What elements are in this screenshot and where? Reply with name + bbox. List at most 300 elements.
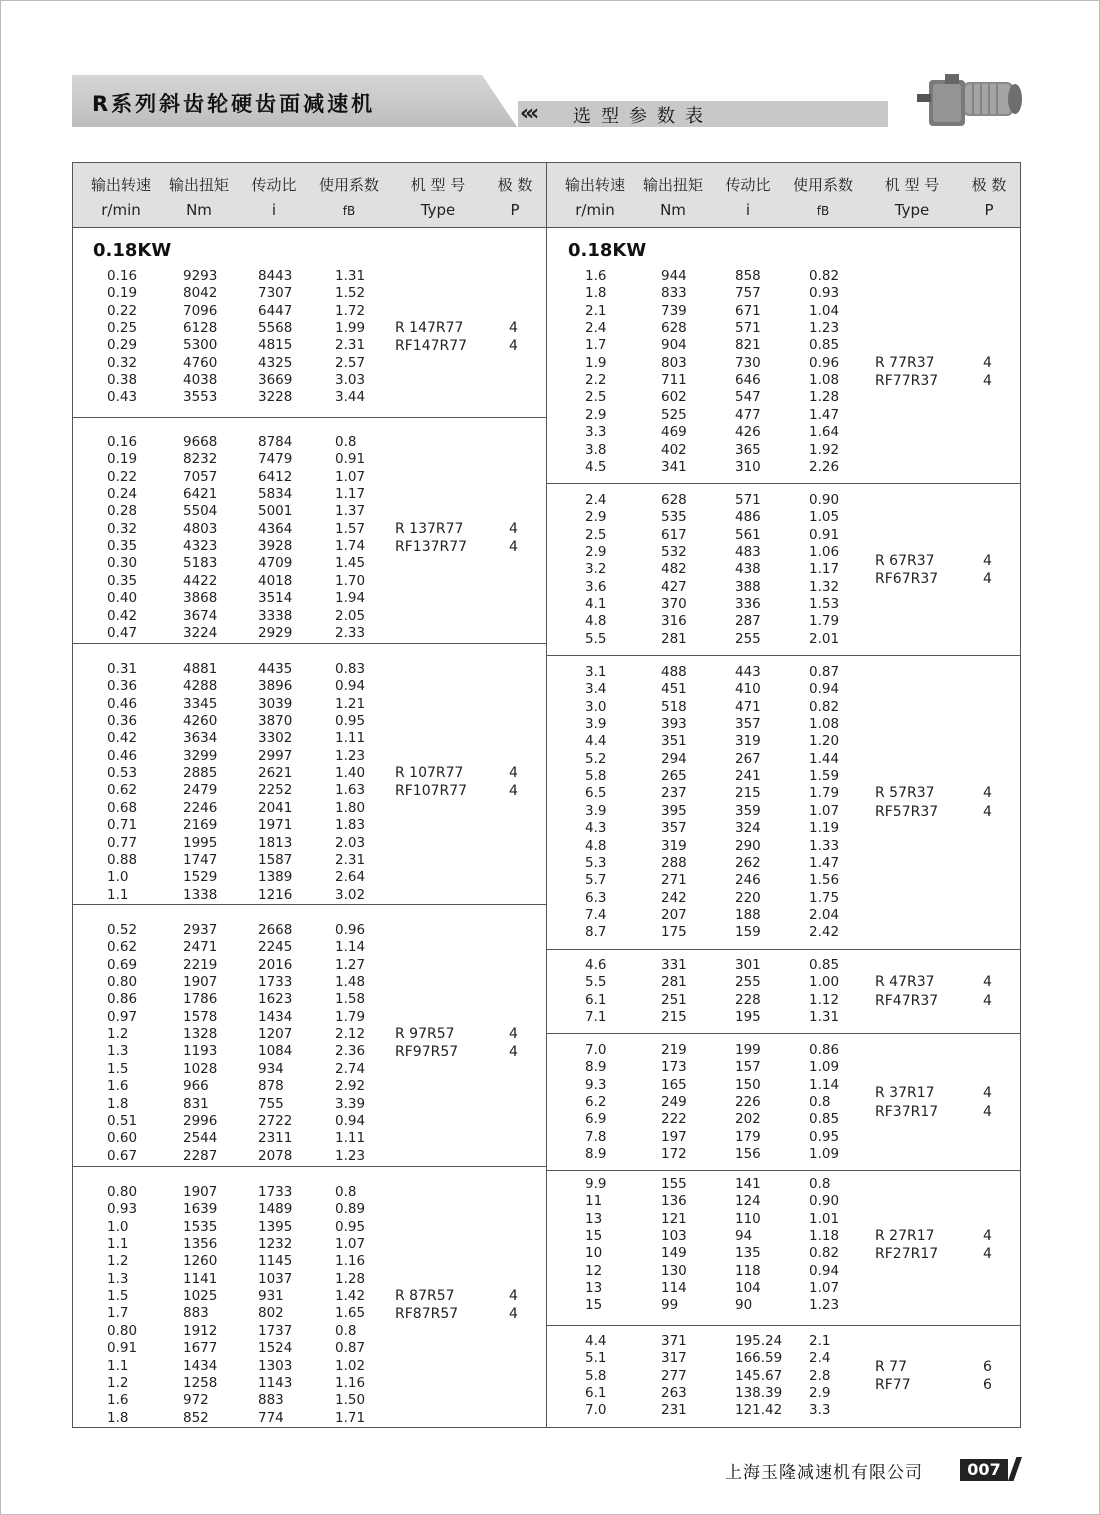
service-factor-cell: 0.86: [809, 1042, 840, 1058]
group-separator: [547, 1325, 1020, 1326]
ratio-cell: 310: [735, 458, 761, 475]
output-torque-cell: 1193: [183, 1043, 218, 1060]
table-row: [547, 1228, 1020, 1246]
service-factor-cell: 2.57: [335, 354, 366, 371]
output-speed-cell: 0.38: [107, 372, 138, 389]
output-speed-cell: 0.86: [107, 991, 138, 1008]
output-speed-cell: 0.25: [107, 320, 138, 337]
group-separator: [73, 643, 546, 644]
company-name: 上海玉隆减速机有限公司: [725, 1463, 923, 1483]
output-speed-cell: 15: [585, 1228, 603, 1245]
ratio-cell: 2078: [258, 1147, 293, 1164]
header-torque-zh: 输出扭矩: [642, 176, 703, 194]
header-service-factor-zh: 使用系数: [792, 176, 853, 194]
ratio-cell: 2621: [258, 765, 293, 782]
table-row: [73, 1061, 546, 1079]
output-torque-cell: 469: [661, 424, 687, 441]
ratio-cell: 571: [735, 320, 761, 337]
output-torque-cell: 393: [661, 716, 687, 733]
output-torque-cell: 3553: [183, 389, 218, 406]
output-torque-cell: 1141: [183, 1270, 218, 1287]
service-factor-cell: 1.23: [809, 1297, 840, 1314]
ratio-cell: 157: [735, 1059, 761, 1076]
ratio-cell: 6447: [258, 302, 293, 319]
output-speed-cell: 1.2: [107, 1026, 129, 1043]
ratio-cell: 934: [258, 1060, 284, 1077]
output-speed-cell: 2.1: [585, 302, 607, 319]
ratio-cell: 2245: [258, 939, 293, 956]
table-row: [73, 748, 546, 766]
service-factor-cell: 0.96: [809, 354, 840, 371]
output-speed-cell: 0.62: [107, 939, 138, 956]
output-speed-cell: 3.9: [585, 802, 607, 819]
output-speed-cell: 1.3: [107, 1270, 129, 1287]
service-factor-cell: 1.00: [809, 974, 840, 991]
table-row: [547, 337, 1020, 355]
service-factor-cell: 1.01: [809, 1210, 840, 1227]
pole-count-label: 4: [983, 373, 992, 390]
service-factor-cell: 2.26: [809, 458, 840, 475]
pole-count-label: 4: [983, 1103, 992, 1120]
ratio-cell: 3039: [258, 695, 293, 712]
table-row: [73, 1078, 546, 1096]
service-factor-cell: 1.75: [809, 889, 840, 906]
table-row: [73, 696, 546, 714]
output-speed-cell: 1.2: [107, 1253, 129, 1270]
output-torque-cell: 1434: [183, 1357, 218, 1374]
table-row: [547, 1111, 1020, 1129]
pole-count-label: 4: [509, 520, 518, 537]
model-type-label: R 107R77: [395, 764, 464, 781]
output-torque-cell: 114: [661, 1280, 687, 1297]
output-speed-cell: 0.24: [107, 486, 138, 503]
output-torque-cell: 1786: [183, 991, 218, 1008]
ratio-cell: 3928: [258, 538, 293, 555]
ratio-cell: 150: [735, 1076, 761, 1093]
output-torque-cell: 6128: [183, 320, 218, 337]
ratio-cell: 1971: [258, 817, 293, 834]
ratio-cell: 802: [258, 1305, 284, 1322]
header-type-unit: Type: [894, 201, 930, 219]
service-factor-cell: 1.42: [335, 1288, 366, 1305]
service-factor-cell: 1.79: [809, 785, 840, 802]
group-separator: [73, 1166, 546, 1167]
table-row: [73, 1358, 546, 1376]
output-speed-cell: 2.5: [585, 389, 607, 406]
table-row: [73, 486, 546, 504]
output-speed-cell: 0.80: [107, 1184, 138, 1200]
table-row: [547, 751, 1020, 769]
output-torque-cell: 3299: [183, 747, 218, 764]
output-speed-cell: 4.8: [585, 837, 607, 854]
ratio-cell: 357: [735, 716, 761, 733]
output-torque-cell: 518: [661, 698, 687, 715]
service-factor-cell: 1.59: [809, 768, 840, 785]
table-row: [73, 887, 546, 905]
table-row: [547, 1350, 1020, 1368]
service-factor-cell: 0.95: [335, 713, 366, 730]
service-factor-cell: 1.27: [335, 956, 366, 973]
header-poles-unit: P: [984, 201, 994, 219]
model-type-label: R 37R17: [875, 1085, 935, 1102]
output-speed-cell: 8.7: [585, 924, 607, 941]
output-speed-cell: 6.2: [585, 1094, 607, 1111]
output-torque-cell: 197: [661, 1128, 687, 1145]
service-factor-cell: 2.31: [335, 851, 366, 868]
table-row: [547, 820, 1020, 838]
ratio-cell: 156: [735, 1146, 761, 1163]
output-torque-cell: 5183: [183, 555, 218, 572]
output-speed-cell: 5.7: [585, 872, 607, 889]
service-factor-cell: 1.23: [335, 747, 366, 764]
output-torque-cell: 249: [661, 1094, 687, 1111]
output-speed-cell: 2.5: [585, 526, 607, 543]
output-speed-cell: 0.80: [107, 1322, 138, 1339]
table-row: [547, 1077, 1020, 1095]
table-row: [73, 573, 546, 591]
output-torque-cell: 103: [661, 1228, 687, 1245]
service-factor-cell: 0.8: [809, 1176, 831, 1192]
model-type-label: R 77: [875, 1358, 907, 1375]
output-speed-cell: 8.9: [585, 1146, 607, 1163]
service-factor-cell: 1.16: [335, 1253, 366, 1270]
output-speed-cell: 0.28: [107, 503, 138, 520]
service-factor-cell: 1.56: [809, 872, 840, 889]
output-torque-cell: 5300: [183, 337, 218, 354]
ratio-cell: 730: [735, 354, 761, 371]
output-speed-cell: 4.8: [585, 613, 607, 630]
service-factor-cell: 1.09: [809, 1059, 840, 1076]
output-torque-cell: 628: [661, 492, 687, 508]
table-row: [73, 1375, 546, 1393]
ratio-cell: 121.42: [735, 1402, 783, 1419]
ratio-cell: 4325: [258, 354, 293, 371]
table-row: [547, 509, 1020, 527]
output-speed-cell: 15: [585, 1297, 603, 1314]
table-row: [547, 1094, 1020, 1112]
service-factor-cell: 1.07: [335, 468, 366, 485]
service-factor-cell: 2.33: [335, 624, 366, 641]
pole-count-label: 4: [509, 338, 518, 355]
service-factor-cell: 1.21: [335, 695, 366, 712]
model-type-label: R 27R17: [875, 1227, 935, 1244]
model-type-label: R 97R57: [395, 1025, 455, 1042]
service-factor-cell: 1.37: [335, 503, 366, 520]
header-speed-zh: 输出转速: [90, 176, 151, 194]
header-torque-unit: Nm: [660, 201, 686, 219]
ratio-cell: 2668: [258, 922, 293, 938]
output-torque-cell: 883: [183, 1305, 209, 1322]
service-factor-cell: 3.03: [335, 372, 366, 389]
output-torque-cell: 4288: [183, 678, 218, 695]
ratio-cell: 110: [735, 1210, 761, 1227]
output-torque-cell: 2885: [183, 765, 218, 782]
header-poles-zh: 极 数: [497, 176, 533, 194]
output-torque-cell: 317: [661, 1350, 687, 1367]
table-row: [547, 492, 1020, 510]
output-torque-cell: 294: [661, 750, 687, 767]
output-speed-cell: 5.5: [585, 974, 607, 991]
output-speed-cell: 1.6: [107, 1392, 129, 1409]
service-factor-cell: 0.8: [335, 1184, 357, 1200]
output-speed-cell: 4.4: [585, 733, 607, 750]
service-factor-cell: 2.8: [809, 1367, 831, 1384]
ratio-cell: 671: [735, 302, 761, 319]
output-speed-cell: 5.5: [585, 630, 607, 647]
service-factor-cell: 1.02: [335, 1357, 366, 1374]
ratio-cell: 443: [735, 664, 761, 680]
output-torque-cell: 4323: [183, 538, 218, 555]
ratio-cell: 287: [735, 613, 761, 630]
output-torque-cell: 1260: [183, 1253, 218, 1270]
table-row: [73, 372, 546, 390]
ratio-cell: 118: [735, 1262, 761, 1279]
ratio-cell: 336: [735, 596, 761, 613]
ratio-cell: 1489: [258, 1201, 293, 1218]
ratio-cell: 124: [735, 1193, 761, 1210]
service-factor-cell: 0.94: [335, 1112, 366, 1129]
service-factor-cell: 0.85: [809, 337, 840, 354]
service-factor-cell: 1.14: [809, 1076, 840, 1093]
header-speed-unit: r/min: [101, 201, 141, 219]
header-type-zh: 机 型 号: [884, 176, 940, 194]
service-factor-cell: 1.07: [809, 802, 840, 819]
table-row: [73, 469, 546, 487]
output-torque-cell: 3634: [183, 730, 218, 747]
table-row: [73, 1148, 546, 1166]
service-factor-cell: 1.33: [809, 837, 840, 854]
ratio-cell: 3228: [258, 389, 293, 406]
service-factor-cell: 2.74: [335, 1060, 366, 1077]
output-speed-cell: 0.69: [107, 956, 138, 973]
pole-count-label: 4: [509, 1044, 518, 1061]
table-row: [547, 872, 1020, 890]
header-ratio-zh: 传动比: [251, 176, 297, 194]
ratio-cell: 145.67: [735, 1367, 783, 1384]
table-row: [547, 992, 1020, 1010]
service-factor-cell: 1.80: [335, 799, 366, 816]
output-speed-cell: 1.8: [107, 1095, 129, 1112]
service-factor-cell: 3.44: [335, 389, 366, 406]
model-type-label: RF57R37: [875, 803, 939, 820]
ratio-cell: 1524: [258, 1340, 293, 1357]
service-factor-cell: 1.63: [335, 782, 366, 799]
table-row: [73, 1130, 546, 1148]
table-row: [547, 768, 1020, 786]
ratio-cell: 5834: [258, 486, 293, 503]
table-row: [547, 957, 1020, 975]
output-speed-cell: 6.9: [585, 1111, 607, 1128]
output-speed-cell: 6.1: [585, 1385, 607, 1402]
output-torque-cell: 281: [661, 630, 687, 647]
service-factor-cell: 1.79: [809, 613, 840, 630]
output-torque-cell: 1328: [183, 1026, 218, 1043]
ratio-cell: 2016: [258, 956, 293, 973]
service-factor-cell: 1.65: [335, 1305, 366, 1322]
model-type-label: RF27R17: [875, 1246, 939, 1263]
ratio-cell: 1737: [258, 1322, 293, 1339]
ratio-cell: 4709: [258, 555, 293, 572]
model-type-label: R 77R37: [875, 354, 935, 371]
ratio-cell: 1389: [258, 869, 293, 886]
header-ratio-zh: 传动比: [725, 176, 771, 194]
service-factor-cell: 0.85: [809, 1111, 840, 1128]
output-speed-cell: 0.43: [107, 389, 138, 406]
output-speed-cell: 2.2: [585, 372, 607, 389]
ratio-cell: 3338: [258, 607, 293, 624]
output-speed-cell: 1.9: [585, 354, 607, 371]
ratio-cell: 365: [735, 441, 761, 458]
output-torque-cell: 1578: [183, 1008, 218, 1025]
table-row: [547, 303, 1020, 321]
service-factor-cell: 1.47: [809, 854, 840, 871]
output-torque-cell: 427: [661, 578, 687, 595]
output-torque-cell: 535: [661, 509, 687, 526]
output-speed-cell: 0.97: [107, 1008, 138, 1025]
ratio-cell: 1813: [258, 834, 293, 851]
service-factor-cell: 1.17: [809, 561, 840, 578]
ratio-cell: 1084: [258, 1043, 293, 1060]
table-row: [547, 890, 1020, 908]
service-factor-cell: 0.93: [809, 285, 840, 302]
service-factor-cell: 1.08: [809, 372, 840, 389]
output-torque-cell: 2544: [183, 1130, 218, 1147]
service-factor-cell: 0.94: [809, 681, 840, 698]
table-row: [73, 625, 546, 643]
service-factor-cell: 0.82: [809, 268, 840, 284]
service-factor-cell: 1.31: [335, 268, 366, 284]
service-factor-cell: 1.07: [335, 1236, 366, 1253]
output-speed-cell: 12: [585, 1262, 603, 1279]
table-row: [73, 503, 546, 521]
service-factor-cell: 0.90: [809, 1193, 840, 1210]
ratio-cell: 90: [735, 1297, 753, 1314]
service-factor-cell: 0.91: [335, 451, 366, 468]
table-row: [547, 681, 1020, 699]
ratio-cell: 226: [735, 1094, 761, 1111]
service-factor-cell: 0.95: [809, 1128, 840, 1145]
output-speed-cell: 5.8: [585, 768, 607, 785]
output-torque-cell: 2471: [183, 939, 218, 956]
output-speed-cell: 4.5: [585, 458, 607, 475]
table-row: [73, 1323, 546, 1341]
service-factor-cell: 1.16: [335, 1374, 366, 1391]
output-speed-cell: 0.68: [107, 799, 138, 816]
table-row: [73, 1392, 546, 1410]
output-torque-cell: 1025: [183, 1288, 218, 1305]
output-speed-cell: 1.1: [107, 886, 129, 903]
output-speed-cell: 8.9: [585, 1059, 607, 1076]
output-torque-cell: 482: [661, 561, 687, 578]
ratio-cell: 7479: [258, 451, 293, 468]
ratio-cell: 821: [735, 337, 761, 354]
output-torque-cell: 2996: [183, 1112, 218, 1129]
pole-count-label: 4: [509, 783, 518, 800]
output-speed-cell: 2.9: [585, 509, 607, 526]
table-row: [73, 939, 546, 957]
model-type-label: R 47R37: [875, 974, 935, 991]
output-speed-cell: 9.9: [585, 1176, 607, 1192]
service-factor-cell: 1.70: [335, 572, 366, 589]
output-torque-cell: 4038: [183, 372, 218, 389]
service-factor-cell: 0.89: [335, 1201, 366, 1218]
table-row: [547, 1385, 1020, 1403]
service-factor-cell: 2.4: [809, 1350, 831, 1367]
output-speed-cell: 5.8: [585, 1367, 607, 1384]
output-speed-cell: 1.1: [107, 1236, 129, 1253]
output-speed-cell: 0.77: [107, 834, 138, 851]
pole-count-label: 4: [983, 552, 992, 569]
ratio-cell: 858: [735, 268, 761, 284]
service-factor-cell: 2.36: [335, 1043, 366, 1060]
output-torque-cell: 172: [661, 1146, 687, 1163]
model-type-label: RF147R77: [395, 338, 468, 355]
ratio-cell: 241: [735, 768, 761, 785]
ratio-cell: 135: [735, 1245, 761, 1262]
model-type-label: RF37R17: [875, 1103, 939, 1120]
output-torque-cell: 617: [661, 526, 687, 543]
ratio-cell: 2311: [258, 1130, 293, 1147]
output-speed-cell: 1.8: [585, 285, 607, 302]
service-factor-cell: 1.50: [335, 1392, 366, 1409]
header-poles-unit: P: [510, 201, 520, 219]
header-ratio-unit: i: [745, 201, 751, 219]
service-factor-cell: 1.09: [809, 1146, 840, 1163]
ratio-cell: 561: [735, 526, 761, 543]
output-speed-cell: 0.22: [107, 468, 138, 485]
service-factor-cell: 1.40: [335, 765, 366, 782]
service-factor-cell: 0.82: [809, 698, 840, 715]
page-subtitle: 选型参数表: [573, 106, 713, 127]
output-speed-cell: 1.2: [107, 1374, 129, 1391]
output-speed-cell: 5.3: [585, 854, 607, 871]
ratio-cell: 3896: [258, 678, 293, 695]
table-row: [73, 1236, 546, 1254]
model-type-label: R 57R37: [875, 785, 935, 802]
pole-count-label: 4: [983, 571, 992, 588]
ratio-cell: 7307: [258, 285, 293, 302]
output-speed-cell: 1.3: [107, 1043, 129, 1060]
output-torque-cell: 7096: [183, 302, 218, 319]
group-separator: [547, 655, 1020, 656]
output-speed-cell: 13: [585, 1280, 603, 1297]
pole-count-label: 4: [509, 319, 518, 336]
table-row: [547, 1042, 1020, 1060]
table-row: [547, 407, 1020, 425]
output-torque-cell: 351: [661, 733, 687, 750]
service-factor-cell: 0.8: [335, 434, 357, 450]
table-row: [547, 855, 1020, 873]
table-row: [547, 1009, 1020, 1027]
table-row: [547, 716, 1020, 734]
pole-count-label: 6: [983, 1358, 992, 1375]
output-speed-cell: 0.30: [107, 555, 138, 572]
table-row: [547, 838, 1020, 856]
service-factor-cell: 1.23: [809, 320, 840, 337]
output-torque-cell: 4422: [183, 572, 218, 589]
output-speed-cell: 0.88: [107, 851, 138, 868]
table-row: [73, 337, 546, 355]
output-torque-cell: 1995: [183, 834, 218, 851]
output-torque-cell: 2246: [183, 799, 218, 816]
service-factor-cell: 1.14: [335, 939, 366, 956]
chevrons-icon: ‹‹‹: [520, 101, 536, 126]
output-torque-cell: 488: [661, 664, 687, 680]
table-row: [547, 664, 1020, 682]
output-speed-cell: 0.60: [107, 1130, 138, 1147]
output-torque-cell: 1356: [183, 1236, 218, 1253]
output-speed-cell: 1.5: [107, 1288, 129, 1305]
